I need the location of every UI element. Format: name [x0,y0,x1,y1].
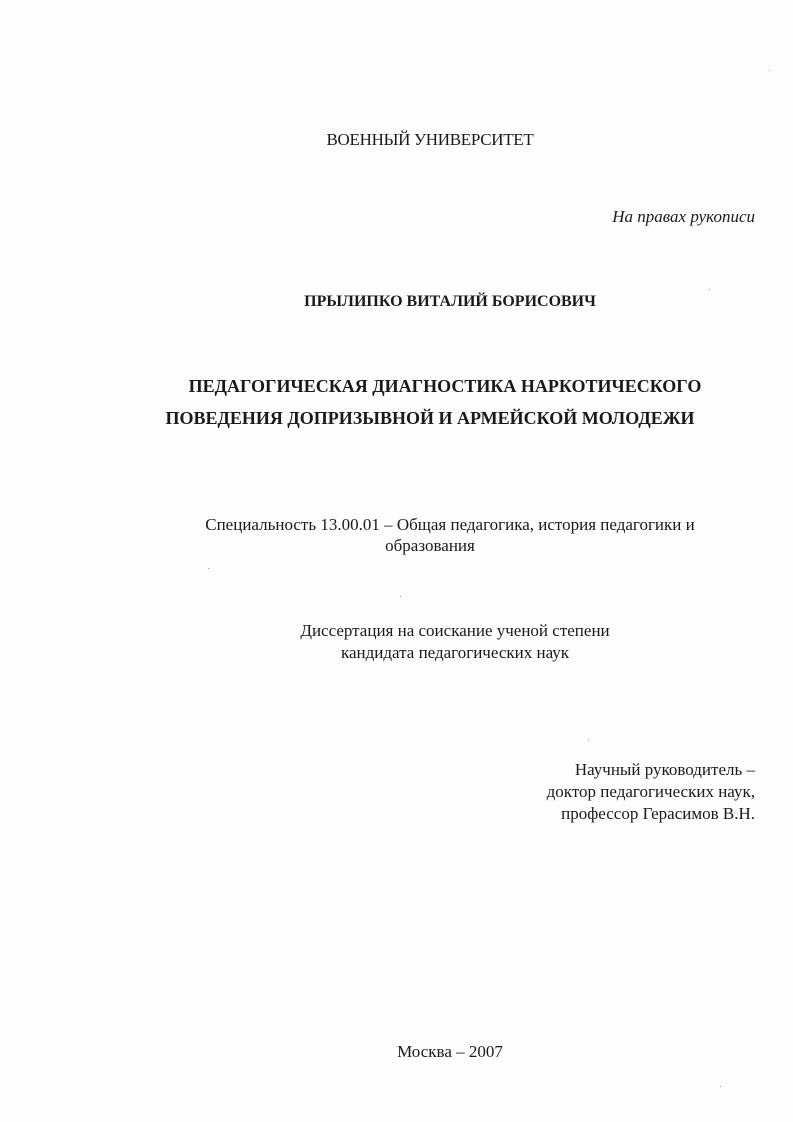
specialty-line-2: образования [385,536,475,555]
scan-speck [400,596,401,597]
supervisor-line-1: Научный руководитель – [574,760,755,779]
scan-speck [709,289,710,290]
scan-speck [208,568,209,569]
degree-line-2: кандидата педагогических наук [340,643,570,662]
manuscript-note: На правах рукописи [612,207,755,226]
specialty-line-1: Специальность 13.00.01 – Общая педагогика, история педагогики и [205,515,695,534]
scan-speck [769,70,770,71]
scan-speck [588,740,589,741]
thesis-title-line-1: ПЕДАГОГИЧЕСКАЯ ДИАГНОСТИКА НАРКОТИЧЕСКОГО [188,376,702,396]
author-name: ПРЫЛИПКО ВИТАЛИЙ БОРИСОВИЧ [304,293,596,310]
supervisor-line-3: профессор Герасимов В.Н. [561,804,755,823]
thesis-title-line-2: ПОВЕДЕНИЯ ДОПРИЗЫВНОЙ И АРМЕЙСКОЙ МОЛОДЕЖИ [165,408,695,428]
city-year: Москва – 2007 [397,1042,503,1061]
institution-name: ВОЕННЫЙ УНИВЕРСИТЕТ [326,130,534,149]
degree-line-1: Диссертация на соискание ученой степени [300,621,610,640]
scan-speck [720,1086,721,1087]
supervisor-line-2: доктор педагогических наук, [546,782,755,801]
